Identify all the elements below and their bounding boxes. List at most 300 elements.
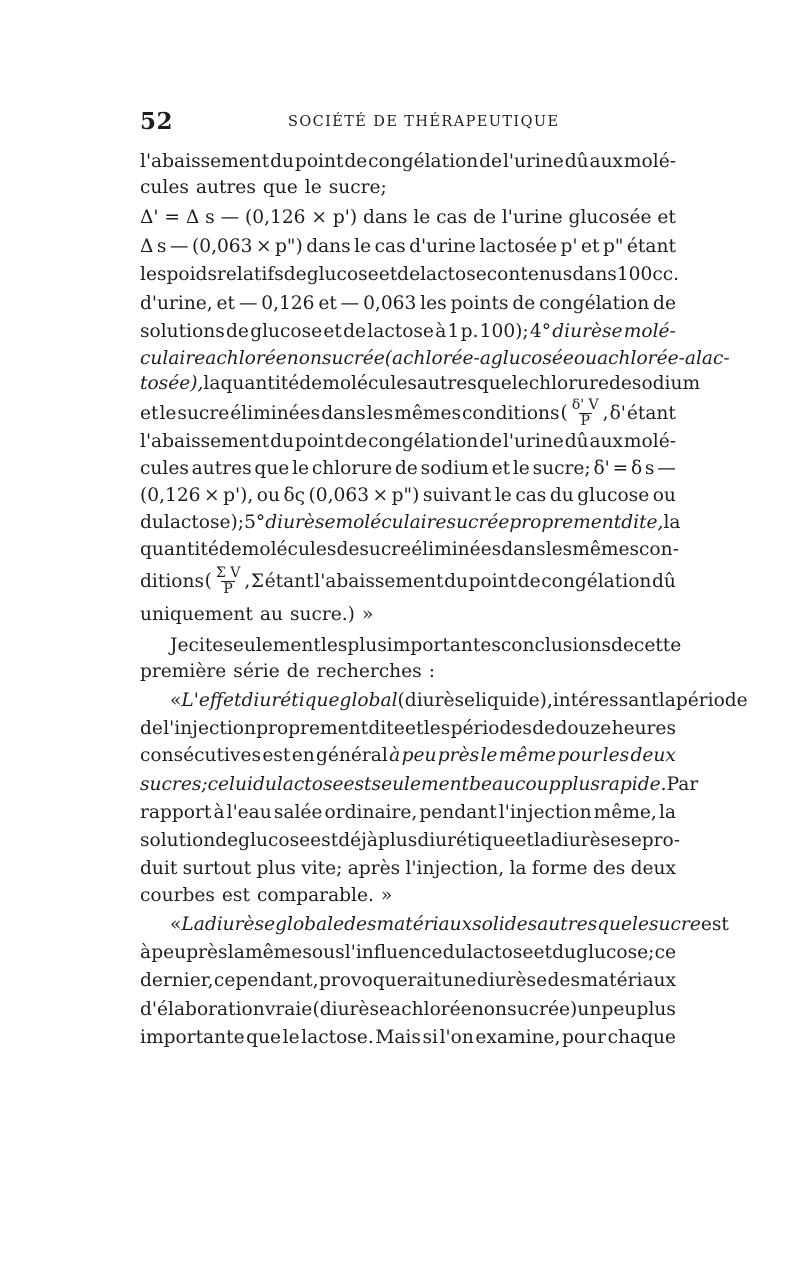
text-line (140, 511, 681, 535)
word: sucre (649, 914, 701, 935)
word: chlorure (311, 458, 393, 479)
word: au (259, 604, 283, 625)
word: globale (275, 914, 345, 935)
word: le (159, 402, 177, 424)
word: étant (264, 570, 314, 592)
word: glucose (238, 830, 311, 851)
word: glucose; (576, 942, 655, 963)
running-title: SOCIÉTÉ DE THÉRAPEUTIQUE (288, 114, 560, 130)
word: dans (306, 236, 351, 257)
word: point (294, 431, 344, 452)
word: achlorée-alac- (597, 348, 730, 369)
word: diurétique (241, 690, 340, 711)
word: des (547, 970, 580, 991)
text-line (140, 998, 676, 1022)
word: le (511, 373, 529, 394)
word: dans (362, 207, 408, 228)
word: (0,063 (191, 236, 253, 257)
word: 100); (479, 321, 529, 342)
word: l'influence (344, 942, 443, 963)
word: δς (283, 485, 306, 506)
word: duit (140, 858, 178, 879)
word: examine, (475, 1027, 561, 1048)
word: peu (601, 999, 637, 1020)
word: l'eau (226, 802, 272, 823)
word: cette (633, 635, 682, 656)
word: La (181, 914, 205, 935)
word: s (156, 236, 167, 257)
word: glucose (577, 485, 650, 506)
word: lactosée (479, 236, 558, 257)
word: congélation (539, 293, 650, 314)
word: l'urine (502, 431, 564, 452)
word: sucres; (140, 774, 208, 795)
word: éliminées (230, 402, 321, 424)
word: seulement (223, 635, 321, 656)
text-line (140, 292, 676, 316)
word: rapport (140, 802, 212, 823)
word: matériaux (376, 914, 473, 935)
word: l'abaissement (314, 570, 444, 592)
word: l'injection, (405, 858, 505, 879)
word: Mais (375, 1027, 421, 1048)
word: dû (651, 570, 676, 592)
word: lactose (420, 264, 487, 285)
text-line (140, 457, 676, 481)
word: étant (626, 236, 676, 257)
word: beaucoup (469, 774, 561, 795)
word: cules (140, 458, 189, 479)
word: le (292, 458, 310, 479)
word: × (372, 485, 389, 506)
word: de (479, 151, 503, 172)
word: : (428, 661, 435, 682)
word: de (215, 830, 239, 851)
word: × (203, 485, 220, 506)
word: × (255, 236, 272, 257)
word: même (498, 745, 557, 766)
word: sucre.) (289, 604, 355, 625)
text-line (140, 566, 676, 597)
word: près (437, 745, 480, 766)
word: les (423, 718, 451, 739)
word: et (581, 236, 600, 257)
word: de (608, 373, 632, 394)
word: de (336, 539, 360, 560)
word: général (316, 745, 388, 766)
word: Δ (185, 207, 200, 228)
word: moléculaire (335, 512, 447, 533)
text-line (140, 660, 676, 684)
word: glucosée (568, 207, 652, 228)
word: autres (416, 373, 477, 394)
word: « (170, 914, 182, 935)
word: Par (666, 774, 699, 795)
page-number: 52 (140, 108, 174, 135)
page-header (140, 108, 680, 134)
word: contenus (486, 264, 573, 285)
word: congélation (541, 570, 652, 592)
word: et (140, 402, 159, 424)
text-line (140, 1026, 676, 1050)
word: d'urine (409, 236, 476, 257)
word: recherches (316, 661, 422, 682)
word: lactose); (163, 512, 245, 533)
word: uniquement (140, 604, 253, 625)
word: de (343, 321, 367, 342)
word: — (238, 293, 258, 314)
word: diurétique (417, 830, 516, 851)
word: quantité (220, 373, 300, 394)
word: série (233, 661, 280, 682)
word: mêmes (394, 402, 461, 424)
word: δ' (593, 458, 610, 479)
word: sodium (631, 373, 701, 394)
word: — (169, 236, 189, 257)
word: pendant (419, 802, 497, 823)
word: autres (195, 177, 256, 198)
text-line (170, 913, 729, 937)
word: sucre (359, 539, 412, 560)
word: solution (140, 830, 216, 851)
word: de (397, 264, 421, 285)
word: 1 (447, 321, 460, 342)
word: (diurèse (312, 999, 390, 1020)
text-line (140, 857, 676, 881)
word: l'abaissement (140, 431, 270, 452)
word: et (378, 264, 398, 285)
word: autres (537, 914, 598, 935)
word: Je (170, 635, 189, 656)
word: conclusions (500, 635, 611, 656)
word: et (533, 942, 552, 963)
word: » (361, 604, 374, 625)
word: l'urine (502, 151, 564, 172)
word: point (294, 151, 344, 172)
word: p'), (223, 485, 254, 506)
word: point (468, 570, 518, 592)
word: d'urine, (140, 293, 213, 314)
word: vraie (264, 999, 313, 1020)
word: surtout (182, 858, 252, 879)
word: — (220, 207, 240, 228)
text-line (140, 744, 676, 768)
text-line (170, 634, 682, 658)
word: du (270, 431, 295, 452)
word: consécutives (140, 745, 261, 766)
word: s (644, 458, 655, 479)
word: est (221, 885, 250, 906)
word: et (323, 321, 342, 342)
word: celui (207, 774, 253, 795)
word: et (216, 293, 236, 314)
word: — (340, 293, 360, 314)
word: est (262, 745, 291, 766)
word: cc. (652, 264, 680, 285)
word: que (254, 458, 290, 479)
text-line (140, 538, 679, 562)
word: les (366, 402, 394, 424)
word: conditions (461, 402, 560, 424)
word: proprement (256, 718, 369, 739)
word: de (479, 431, 503, 452)
word: ditions (140, 570, 204, 592)
word: de (532, 718, 556, 739)
text-line (140, 430, 676, 454)
word: la (658, 690, 676, 711)
text-line (140, 884, 676, 908)
word: points (450, 293, 509, 314)
word: de (344, 151, 368, 172)
word: « (170, 690, 182, 711)
word: Δ' (140, 207, 159, 228)
word: plus (377, 830, 418, 851)
word: relatifs (217, 264, 284, 285)
word: vite; (301, 858, 343, 879)
word: les (420, 293, 447, 314)
word: p" (602, 236, 624, 257)
word: en (291, 745, 315, 766)
word: quantité (140, 539, 219, 560)
word: culaire (140, 348, 206, 369)
text-line (140, 829, 680, 853)
word: cas (436, 207, 468, 228)
word: forme (531, 858, 588, 879)
word: cite (188, 635, 224, 656)
word: et (515, 830, 534, 851)
word: le (512, 458, 530, 479)
word: δ' (609, 402, 626, 424)
word: éliminées (411, 539, 502, 560)
word: les (320, 635, 348, 656)
text-line (140, 773, 699, 797)
word: δ (630, 458, 643, 479)
word: si (422, 1027, 439, 1048)
word: ou (652, 485, 676, 506)
word: p') (332, 207, 358, 228)
word: sucre; (532, 458, 591, 479)
text-line (140, 484, 676, 508)
word: périodes (450, 718, 532, 739)
word: lactose. (301, 1027, 374, 1048)
text-line (140, 263, 680, 287)
word: le (413, 207, 431, 228)
word: chaque (607, 1027, 676, 1048)
text-line (140, 398, 676, 429)
word: liquide), (475, 690, 553, 711)
word: le (304, 177, 322, 198)
word: (0,126 (140, 485, 201, 506)
word: importante (140, 1027, 245, 1048)
word: peu (151, 942, 187, 963)
word: à (389, 745, 401, 766)
word: l'injection (163, 718, 256, 739)
word: achlorée (205, 348, 287, 369)
word: douze (555, 718, 612, 739)
word: une (441, 970, 477, 991)
word: de (299, 373, 323, 394)
word: la (203, 373, 221, 394)
word: achlorée (390, 999, 472, 1020)
word: sucre; (328, 177, 387, 198)
word: de (653, 293, 676, 314)
word: du (270, 151, 295, 172)
word: le (632, 914, 649, 935)
word: à (213, 802, 225, 823)
word: dans (501, 539, 546, 560)
word: cas (515, 485, 547, 506)
word: solides (472, 914, 538, 935)
word: p' (560, 236, 578, 257)
word: du (140, 512, 164, 533)
word: du (549, 485, 574, 506)
word: ordinaire, (324, 802, 418, 823)
word: est (343, 774, 372, 795)
word: solutions (140, 321, 225, 342)
word: et (318, 293, 337, 314)
word: pro- (641, 830, 680, 851)
word: diurèse (550, 830, 622, 851)
word: 5° (244, 512, 266, 533)
word: dernier, (140, 970, 214, 991)
text-line (140, 176, 676, 200)
word: ou (256, 485, 280, 506)
word: est (310, 830, 339, 851)
word: d'élaboration (140, 999, 265, 1020)
word: même (244, 942, 303, 963)
word: 100 (616, 264, 653, 285)
word: plus (256, 858, 296, 879)
word: de (226, 321, 249, 342)
word: = (164, 207, 180, 228)
word: glucose (306, 264, 379, 285)
word: de (218, 539, 242, 560)
word: diurèse (552, 321, 623, 342)
word: étant (626, 402, 676, 424)
word: de (283, 264, 307, 285)
word: rapide. (599, 774, 667, 795)
word: (0,126 (245, 207, 306, 228)
word: du (252, 774, 277, 795)
word: seulement (371, 774, 470, 795)
word: de (512, 293, 536, 314)
word: que (476, 373, 512, 394)
text-line (170, 689, 748, 713)
word: se (621, 830, 642, 851)
word: sucre (177, 402, 230, 424)
word: des (344, 914, 377, 935)
word: poids (166, 264, 217, 285)
word: chlorure (528, 373, 609, 394)
word: pour (562, 1027, 606, 1048)
inline-fraction: ( $\frac{\delta' V}{P}$ , (560, 397, 609, 429)
word: cependant, (213, 970, 319, 991)
word: la (663, 512, 681, 533)
word: × (311, 207, 327, 228)
word: (achlorée-aglucosée (384, 348, 574, 369)
word: molé- (623, 431, 676, 452)
word: suivant (422, 485, 492, 506)
word: intéressant (552, 690, 659, 711)
word: de (344, 431, 368, 452)
word: sucrée) (507, 999, 578, 1020)
word: aux (589, 431, 624, 452)
word: 0,063 (363, 293, 417, 314)
text-line (140, 717, 676, 741)
word: peu (401, 745, 437, 766)
word: et (405, 718, 424, 739)
word: dû (564, 431, 589, 452)
word: dans (321, 402, 366, 424)
word: sodium (420, 458, 489, 479)
word: — (657, 458, 676, 479)
word: dans (572, 264, 617, 285)
word: de (394, 458, 418, 479)
text-line (140, 347, 730, 371)
word: dite (368, 718, 405, 739)
word: aux (589, 151, 624, 172)
word: p. (460, 321, 479, 342)
word: diurèse (265, 512, 336, 533)
word: L'effet (181, 690, 242, 711)
text-line (140, 206, 676, 230)
word: 0,126 (261, 293, 315, 314)
word: même, (593, 802, 657, 823)
word: comparable. (256, 885, 374, 906)
word: dite, (621, 512, 664, 533)
word: du (442, 942, 467, 963)
word: l'abaissement (140, 151, 270, 172)
text-line (140, 150, 676, 174)
word: les (140, 264, 167, 285)
word: con- (639, 539, 679, 560)
word: deux (630, 745, 676, 766)
word: déjà (338, 830, 378, 851)
word: première (140, 661, 227, 682)
word: molé- (623, 151, 676, 172)
text-line (140, 603, 676, 627)
word: importantes (386, 635, 501, 656)
word: = (612, 458, 629, 479)
word: plus (347, 635, 387, 656)
word: l'on (439, 1027, 474, 1048)
word: cas (374, 236, 406, 257)
word: les (602, 745, 630, 766)
word: congélation (368, 151, 479, 172)
text-line (140, 941, 676, 965)
word: l'injection (498, 802, 592, 823)
word: le (354, 236, 372, 257)
word: lactose (466, 942, 534, 963)
word: global (339, 690, 398, 711)
word: plus (636, 999, 676, 1020)
word: molécules (241, 539, 337, 560)
word: salée (273, 802, 323, 823)
word: de (140, 718, 163, 739)
word: que (262, 177, 298, 198)
text-line (140, 235, 676, 259)
word: glucose (250, 321, 323, 342)
word: et (657, 207, 676, 228)
word: provoquerait (319, 970, 441, 991)
word: que (246, 1027, 282, 1048)
word: des (592, 858, 626, 879)
word: un (577, 999, 602, 1020)
word: autres (191, 458, 252, 479)
word: diurèse (476, 970, 548, 991)
word: p") (391, 485, 420, 506)
word: p") (275, 236, 303, 257)
